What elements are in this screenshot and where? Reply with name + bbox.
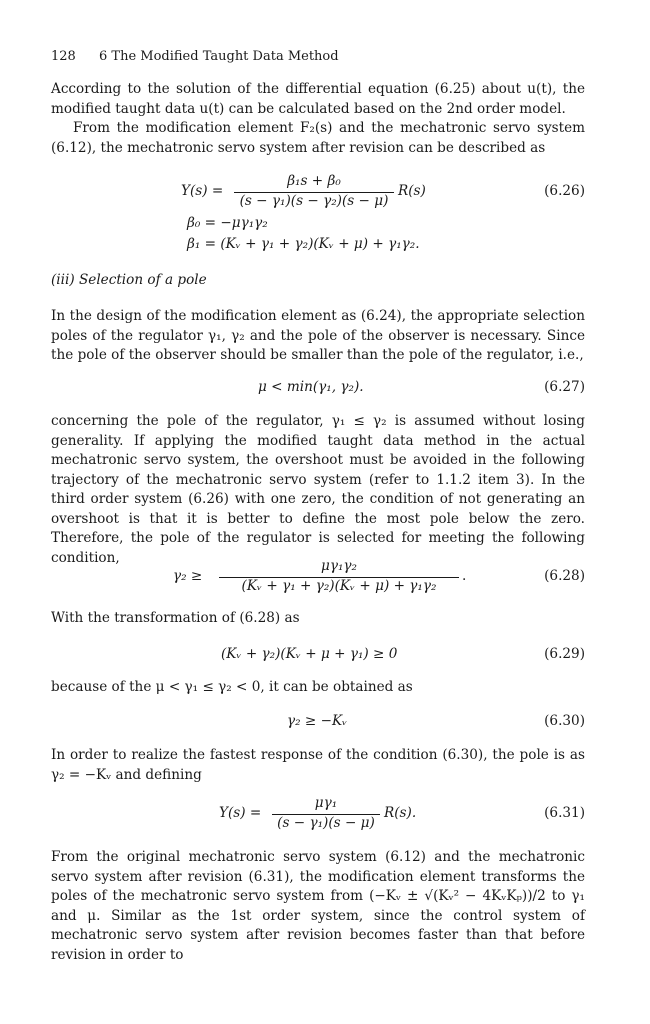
eq630-number: (6.30) — [544, 713, 585, 729]
text-block-7 — [51, 848, 585, 965]
eq628-numerator: μγ₁γ₂ — [321, 558, 357, 574]
equation-6-28 — [51, 557, 585, 603]
text-block-3 — [51, 412, 585, 568]
paragraph-5: With the transformation of (6.28) as — [51, 610, 300, 626]
eq626-beta1: β₁ = (Kᵥ + γ₁ + γ₂)(Kᵥ + μ) + γ₁γ₂. — [187, 236, 420, 252]
eq627-expr: μ < min(γ₁, γ₂). — [258, 379, 364, 395]
equation-6-27 — [51, 378, 585, 400]
paragraph-2: From the modification element F₂(s) and the mechatronic servo system (6.12), the mechatronic servo system after revision can be described as — [51, 120, 585, 156]
chapter-title: 6 The Modified Taught Data Method — [99, 49, 339, 64]
eq626-lhs: Y(s) = — [181, 183, 224, 199]
page-number: 128 — [51, 49, 76, 64]
running-header — [51, 47, 585, 67]
text-block-4 — [51, 609, 585, 629]
equation-6-31 — [51, 794, 585, 840]
eq631-denominator: (s − γ₁)(s − μ) — [277, 815, 375, 831]
paragraph-6: because of the μ < γ₁ ≤ γ₂ < 0, it can be obtained as — [51, 679, 413, 695]
equation-6-30 — [51, 712, 585, 734]
paragraph-7: In order to realize the fastest response of the condition (6.30), the pole is as γ₂ = −Kᵥ and defining — [51, 747, 585, 783]
paragraph-1: According to the solution of the differential equation (6.25) about u(t), the modified taught data u(t) can be calculated based on the 2nd order model. — [51, 81, 585, 117]
eq629-number: (6.29) — [544, 646, 585, 662]
eq628-period: . — [462, 568, 467, 584]
eq626-denominator: (s − γ₁)(s − γ₂)(s − μ) — [239, 193, 389, 209]
eq631-numerator: μγ₁ — [314, 795, 338, 811]
eq630-expr: γ₂ ≥ −Kᵥ — [287, 713, 348, 729]
eq631-lhs: Y(s) = — [219, 805, 262, 821]
paragraph-8: From the original mechatronic servo system (6.12) and the mechatronic servo system after revision (6.31), the modification element transforms the poles of the mechatronic servo system from (−Kᵥ ± √(Kᵥ² − 4KᵥKₚ))/2 to γ₁ and μ. Similar as the 1st order system, since the control system of mechatronic servo system after revision becomes faster than that before revision in order to — [51, 849, 585, 963]
eq626-beta0: β₀ = −μγ₁γ₂ — [187, 215, 268, 231]
eq631-rhs: R(s). — [384, 805, 417, 821]
equation-6-29 — [51, 645, 585, 667]
text-block-5 — [51, 678, 585, 698]
eq628-lhs: γ₂ ≥ — [173, 568, 203, 584]
eq628-denominator: (Kᵥ + γ₁ + γ₂)(Kᵥ + μ) + γ₁γ₂ — [241, 578, 437, 594]
subhead-selection-of-pole: (iii) Selection of a pole — [51, 272, 207, 288]
subsection-heading — [51, 271, 585, 291]
paragraph-3: In the design of the modification element as (6.24), the appropriate selection poles of the regulator γ₁, γ₂ and the pole of the observer is necessary. Since the pole of the observer should be smaller than the pole of the regulator, i.e., — [51, 308, 585, 363]
eq626-numerator: β₁s + β₀ — [287, 173, 341, 189]
paragraph-4: concerning the pole of the regulator, γ₁ ≤ γ₂ is assumed without losing generality. If applying the modified taught data method in the actual mechatronic servo system, the overshoot must be avoided in the following trajectory of the mechatronic servo system (refer to 1.1.2 item 3). In the third order system (6.26) with one zero, the condition of not generating an overshoot is that it is better to define the most pole below the zero. Therefore, the pole of the regulator is selected for meeting the following condition, — [51, 413, 585, 566]
text-block-2 — [51, 307, 585, 366]
text-block-1 — [51, 80, 585, 158]
eq629-expr: (Kᵥ + γ₂)(Kᵥ + μ + γ₁) ≥ 0 — [221, 646, 398, 662]
eq626-rhs: R(s) — [398, 183, 426, 199]
equation-6-26 — [51, 172, 585, 252]
text-block-6 — [51, 746, 585, 785]
eq631-number: (6.31) — [544, 805, 585, 821]
eq627-number: (6.27) — [544, 379, 585, 395]
eq626-number: (6.26) — [544, 183, 585, 199]
eq628-number: (6.28) — [544, 568, 585, 584]
